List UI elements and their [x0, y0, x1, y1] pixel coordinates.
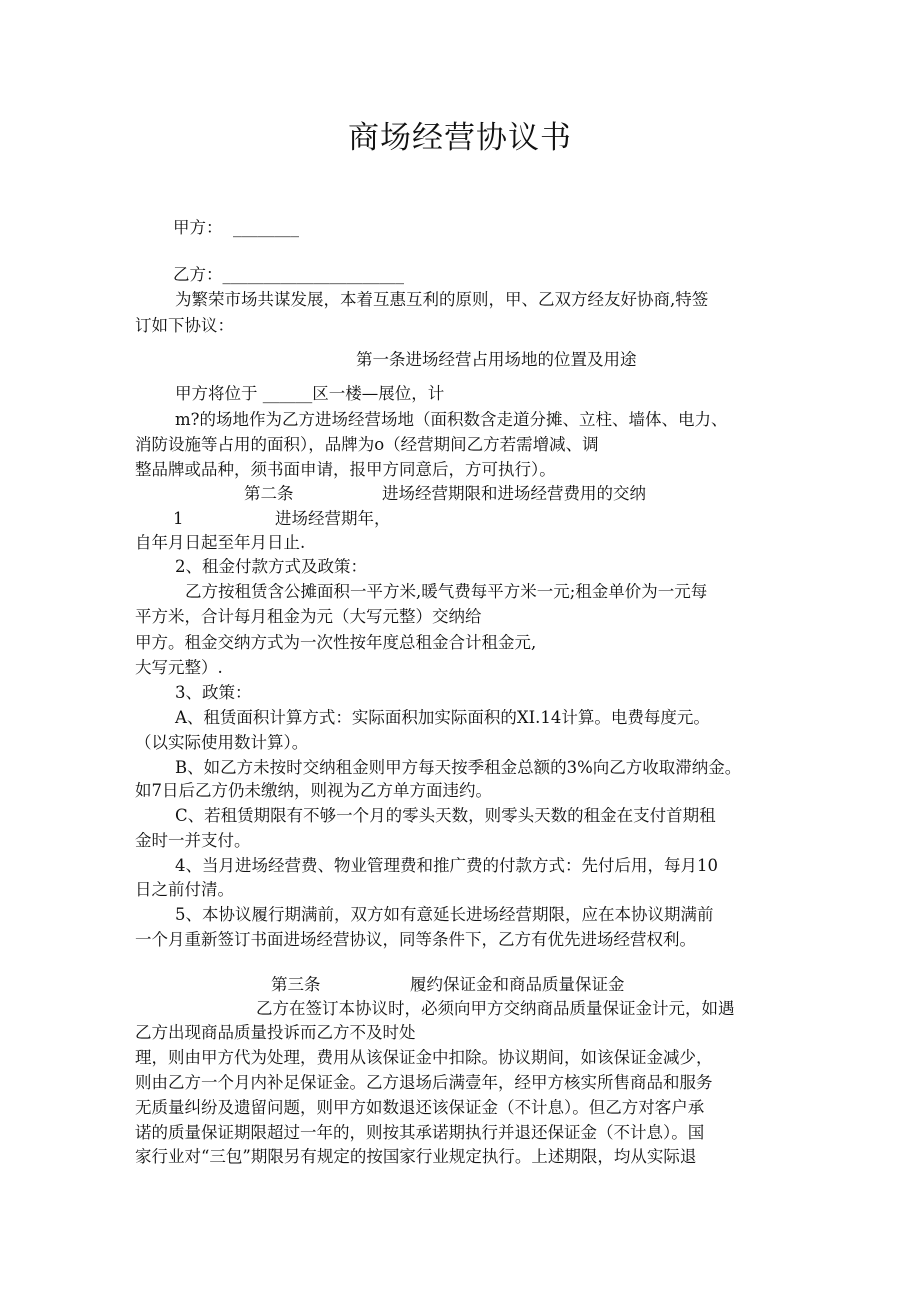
document-title: 商场经营协议书	[348, 120, 572, 156]
article-2-item-2-line: 甲方。租金交纳方式为一次性按年度总租金合计租金元,	[135, 633, 537, 652]
article-1-heading: 第一条进场经营占用场地的位置及用途	[356, 350, 637, 369]
article-2-item-2-line: 乙方按租赁含公摊面积一平方米,暖气费每平方米一元;租金单价为一元每	[185, 582, 708, 601]
article-2-item-3-heading: 3、政策：	[175, 683, 252, 702]
item-4-line: 日之前付清。	[135, 880, 234, 899]
article-1-line: 消防设施等占用的面积），品牌为o（经营期间乙方若需增减、调	[135, 435, 599, 454]
article-3-line: 乙方出现商品质量投诉而乙方不及时处	[135, 1023, 416, 1042]
article-1-line: m?的场地作为乙方进场经营场地（面积数含走道分摊、立柱、墙体、电力、	[175, 410, 728, 429]
article-1-line: 甲方将位于 ______区一楼—展位，计	[175, 384, 445, 403]
article-2-heading: 进场经营期限和进场经营费用的交纳	[382, 484, 646, 503]
article-3-line: 理，则由甲方代为处理，费用从该保证金中扣除。协议期间，如该保证金减少，	[135, 1048, 713, 1067]
article-3-line: 乙方在签订本协议时，必须向甲方交纳商品质量保证金计元，如遇	[256, 999, 735, 1018]
policy-a-line: （以实际使用数计算）。	[135, 733, 309, 752]
item-5-line: 5、本协议履行期满前，双方如有意延长进场经营期限，应在本协议期满前	[175, 905, 714, 924]
item-5-line: 一个月重新签订书面进场经营协议，同等条件下，乙方有优先进场经营权利。	[135, 930, 696, 949]
intro-line: 订如下协议：	[135, 316, 234, 335]
article-3-number: 第三条	[271, 975, 321, 994]
article-2-item-2-heading: 2、租金付款方式及政策：	[175, 557, 367, 576]
policy-c-line: C、若租赁期限有不够一个月的零头天数，则零头天数的租金在支付首期租	[175, 806, 716, 825]
party-a-line: 甲方： ________	[173, 218, 299, 237]
article-2-item-2-line: 平方米，合计每月租金为元（大写元整）交纳给	[135, 607, 482, 626]
policy-c-line: 金时一并支付。	[135, 831, 251, 850]
policy-b-line: B、如乙方未按时交纳租金则甲方每天按季租金总额的3%向乙方收取滞纳金。	[175, 758, 742, 777]
article-2-item-1-dates: 自年月日起至年月日止.	[135, 533, 306, 552]
article-3-heading: 履约保证金和商品质量保证金	[410, 975, 625, 994]
item-4-line: 4、当月进场经营费、物业管理费和推广费的付款方式：先付后用，每月10	[175, 856, 718, 875]
party-b-line: 乙方：______________________	[173, 265, 404, 284]
article-3-line: 则由乙方一个月内补足保证金。乙方退场后满壹年，经甲方核实所售商品和服务	[135, 1073, 713, 1092]
article-2-item-1-text: 进场经营期年，	[275, 509, 391, 528]
article-1-line: 整品牌或品种，须书面申请，报甲方同意后，方可执行）。	[135, 460, 556, 479]
article-2-number: 第二条	[244, 484, 294, 503]
article-2-item-2-line: 大写元整）.	[135, 658, 223, 677]
article-3-line: 无质量纠纷及遗留问题，则甲方如数退还该保证金（不计息）。但乙方对客户承	[135, 1098, 705, 1117]
article-2-item-1-number: 1	[173, 509, 184, 528]
policy-b-line: 如7日后乙方仍未缴纳，则视为乙方单方面违约。	[135, 781, 492, 800]
article-3-line: 诺的质量保证期限超过一年的，则按其承诺期执行并退还保证金（不计息）。国	[135, 1123, 705, 1142]
policy-a-line: A、租赁面积计算方式：实际面积加实际面积的XI.14计算。电费每度元。	[175, 708, 710, 727]
article-3-line: 家行业对“三包”期限另有规定的按国家行业规定执行。上述期限，均从实际退	[135, 1147, 697, 1166]
intro-line: 为繁荣市场共谋发展，本着互惠互利的原则，甲、乙双方经友好协商,特签	[175, 290, 709, 309]
